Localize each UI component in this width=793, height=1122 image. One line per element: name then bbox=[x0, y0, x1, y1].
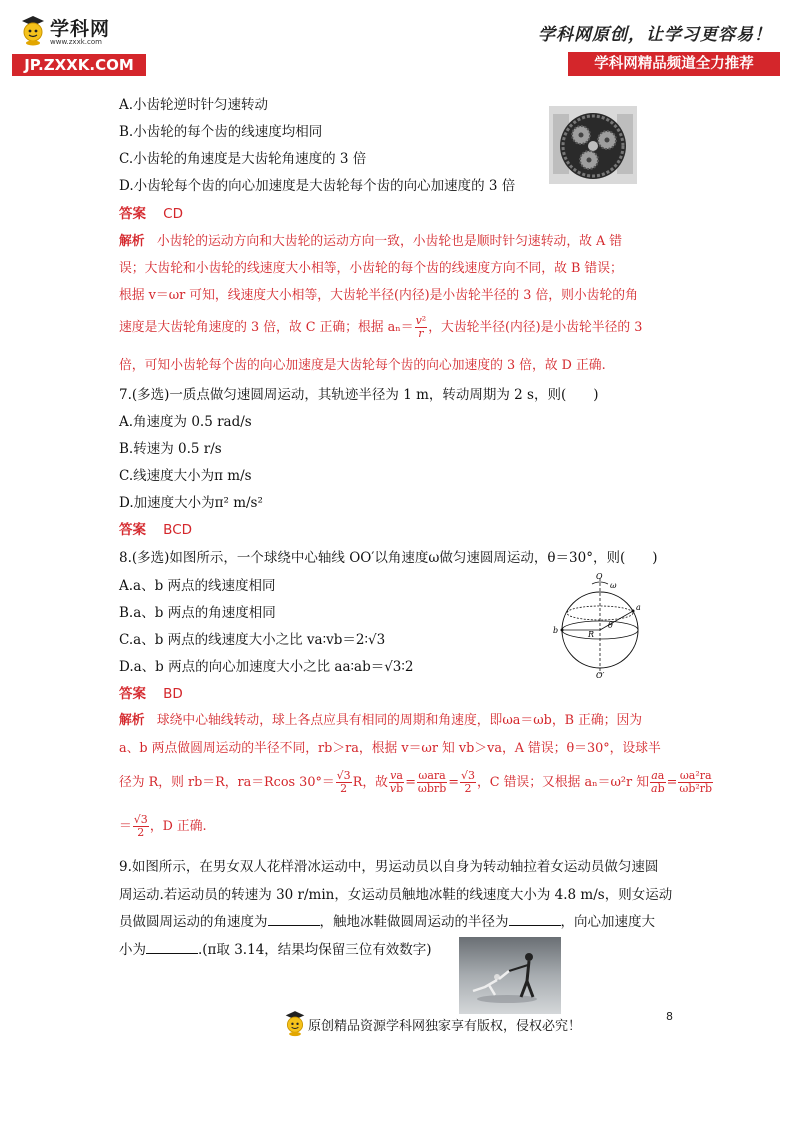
answer-label: 答案 bbox=[119, 206, 146, 222]
q8-jiexi-3: 径为 R，则 rb＝R，ra＝Rcos 30°＝ $\frac{√3}{2}$ R，故 $\frac{va}{vb}$ = $\frac{\text{ωara}}{\text{ωbrb}}$ = $\frac{√3}{2}$ ，C 错误；又根据 aₙ＝ω²r 知 $\frac{aa}{ab}$ = $\frac{\text{ωa²ra}}{\text{ωb²rb}}$ bbox=[119, 769, 713, 795]
label-o-prime: O′ bbox=[596, 671, 605, 680]
q7-option-c: C.线速度大小为π m/s bbox=[119, 468, 252, 484]
gear-photo bbox=[549, 106, 637, 184]
fraction-omega-ra: $\frac{\text{ωara}}{\text{ωbrb}}$ bbox=[417, 769, 447, 795]
mascot-icon bbox=[20, 14, 46, 46]
label-omega: ω bbox=[610, 581, 617, 590]
red-banner: 学科网精品频道全力推荐 bbox=[568, 52, 780, 76]
fraction-sqrt3-over-2: $\frac{√3}{2}$ bbox=[133, 813, 148, 839]
site-banner[interactable]: JP.ZXXK.COM bbox=[12, 54, 146, 76]
q8-option-a: A.a、b 两点的线速度相同 bbox=[119, 578, 276, 594]
fraction-sqrt3-over-2: $\frac{√3}{2}$ bbox=[336, 769, 351, 795]
q9-text: ，触地冰鞋做圆周运动的半径为 bbox=[319, 914, 509, 930]
q6-jiexi-1 bbox=[119, 233, 675, 251]
fraction-v2-over-r: $\frac{\text{v²}}{r}$ bbox=[415, 314, 427, 340]
answer-label: 答案 bbox=[119, 686, 146, 702]
q7-answer bbox=[119, 521, 192, 539]
q8-option-d: D.a、b 两点的向心加速度大小之比 aa∶ab＝√3∶2 bbox=[119, 659, 414, 675]
logo-url-small: www.zxxk.com bbox=[50, 38, 102, 46]
answer-blank-1[interactable] bbox=[268, 913, 320, 926]
q8-stem: 8.(多选)如图所示，一个球绕中心轴线 OO′以角速度ω做匀速圆周运动，θ＝30°，则( ) bbox=[119, 550, 658, 566]
label-a: a bbox=[636, 603, 641, 612]
jiexi-text: ，C 错误；又根据 aₙ＝ω²r 知 bbox=[476, 775, 649, 790]
label-o: O bbox=[596, 572, 603, 581]
jiexi-label: 解析 bbox=[119, 713, 145, 728]
q9-text: 小为 bbox=[119, 942, 146, 958]
q9-line-3 bbox=[119, 913, 655, 931]
q9-text: ，向心加速度大 bbox=[560, 914, 655, 930]
answer-value: BCD bbox=[163, 522, 193, 538]
jiexi-text: R，故 bbox=[352, 775, 388, 790]
fraction-va-over-vb: $\frac{va}{vb}$ bbox=[389, 769, 404, 795]
q7-option-d: D.加速度大小为π² m/s² bbox=[119, 495, 263, 511]
footer-copyright: 原创精品资源学科网独家享有版权，侵权必究！ bbox=[308, 1019, 582, 1034]
q6-jiexi-5: 倍，可知小齿轮每个齿的向心加速度是大齿轮每个齿的向心加速度的 3 倍，故 D 正确. bbox=[119, 358, 606, 373]
label-b: b bbox=[553, 626, 559, 635]
skating-photo bbox=[459, 937, 561, 1014]
q9-line-2: 周运动.若运动员的转速为 30 r/min，女运动员触地冰鞋的线速度大小为 4.8 m/s，则女运动 bbox=[119, 887, 673, 903]
fraction-aa-over-ab: $\frac{aa}{ab}$ bbox=[651, 769, 665, 795]
answer-value: BD bbox=[163, 686, 183, 702]
page-number: 8 bbox=[666, 1010, 673, 1023]
q9-line-1: 9.如图所示，在男女双人花样滑冰运动中，男运动员以自身为转动轴拉着女运动员做匀速圆 bbox=[119, 859, 659, 875]
q8-answer bbox=[119, 685, 183, 703]
jiexi-text: 小齿轮的运动方向和大齿轮的运动方向一致，小齿轮也是顺时针匀速转动，故 A 错 bbox=[156, 234, 623, 249]
q7-option-a: A.角速度为 0.5 rad/s bbox=[119, 414, 252, 430]
label-theta: θ bbox=[608, 621, 613, 630]
answer-label: 答案 bbox=[119, 522, 146, 538]
q9-text: .(π取 3.14，结果均保留三位有效数字) bbox=[198, 942, 432, 958]
q6-jiexi-2: 误；大齿轮和小齿轮的线速度大小相等，小齿轮的每个齿的线速度方向不同，故 B 错误； bbox=[119, 261, 623, 276]
sphere-diagram bbox=[552, 570, 652, 680]
q8-jiexi-1 bbox=[119, 712, 675, 730]
fraction-sqrt3-over-2: $\frac{√3}{2}$ bbox=[460, 769, 475, 795]
q6-option-c: C.小齿轮的角速度是大齿轮角速度的 3 倍 bbox=[119, 151, 367, 167]
jiexi-text: 球绕中心轴线转动，球上各点应具有相同的周期和角速度，即ωa＝ωb，B 正确；因为 bbox=[156, 713, 643, 728]
q9-text: 员做圆周运动的角速度为 bbox=[119, 914, 268, 930]
footer-mascot-icon bbox=[284, 1008, 306, 1038]
q8-jiexi-4: ＝ $\frac{√3}{2}$ ，D 正确. bbox=[119, 813, 207, 839]
answer-blank-2[interactable] bbox=[509, 913, 561, 926]
q8-jiexi-2: a、b 两点做圆周运动的半径不同，rb＞ra，根据 v＝ωr 知 vb＞va，A 错误；θ＝30°，设球半 bbox=[119, 741, 661, 756]
q9-line-4 bbox=[119, 941, 432, 959]
label-r: R bbox=[588, 630, 595, 639]
q7-option-b: B.转速为 0.5 r/s bbox=[119, 441, 222, 457]
jiexi-text: ，大齿轮半径(内径)是小齿轮半径的 3 bbox=[428, 320, 643, 335]
header-slogan: 学科网原创，让学习更容易！ bbox=[538, 25, 772, 45]
jiexi-text: 速度是大齿轮角速度的 3 倍，故 C 正确；根据 aₙ＝ bbox=[119, 320, 414, 335]
q6-jiexi-4 bbox=[119, 315, 675, 340]
q6-jiexi-3: 根据 v＝ωr 可知，线速度大小相等，大齿轮半径(内径)是小齿轮半径的 3 倍，则小齿轮的角 bbox=[119, 288, 638, 303]
q6-option-a: A.小齿轮逆时针匀速转动 bbox=[119, 97, 269, 113]
q6-option-d: D.小齿轮每个齿的向心加速度是大齿轮每个齿的向心加速度的 3 倍 bbox=[119, 178, 516, 194]
answer-blank-3[interactable] bbox=[146, 941, 198, 954]
jiexi-text: 径为 R，则 rb＝R，ra＝Rcos 30°＝ bbox=[119, 775, 335, 790]
q8-option-c: C.a、b 两点的线速度大小之比 va∶vb＝2∶√3 bbox=[119, 632, 386, 648]
q6-answer bbox=[119, 205, 183, 223]
answer-value: CD bbox=[163, 206, 183, 222]
jiexi-label: 解析 bbox=[119, 234, 145, 249]
jiexi-text: ，D 正确. bbox=[149, 819, 207, 834]
logo-text: 学科网 bbox=[50, 18, 111, 40]
fraction-omega2-ra: $\frac{\text{ωa²ra}}{\text{ωb²rb}}$ bbox=[679, 769, 713, 795]
q6-option-b: B.小齿轮的每个齿的线速度均相同 bbox=[119, 124, 323, 140]
q7-stem: 7.(多选)一质点做匀速圆周运动，其轨迹半径为 1 m，转动周期为 2 s，则( ) bbox=[119, 387, 599, 403]
q8-option-b: B.a、b 两点的角速度相同 bbox=[119, 605, 276, 621]
